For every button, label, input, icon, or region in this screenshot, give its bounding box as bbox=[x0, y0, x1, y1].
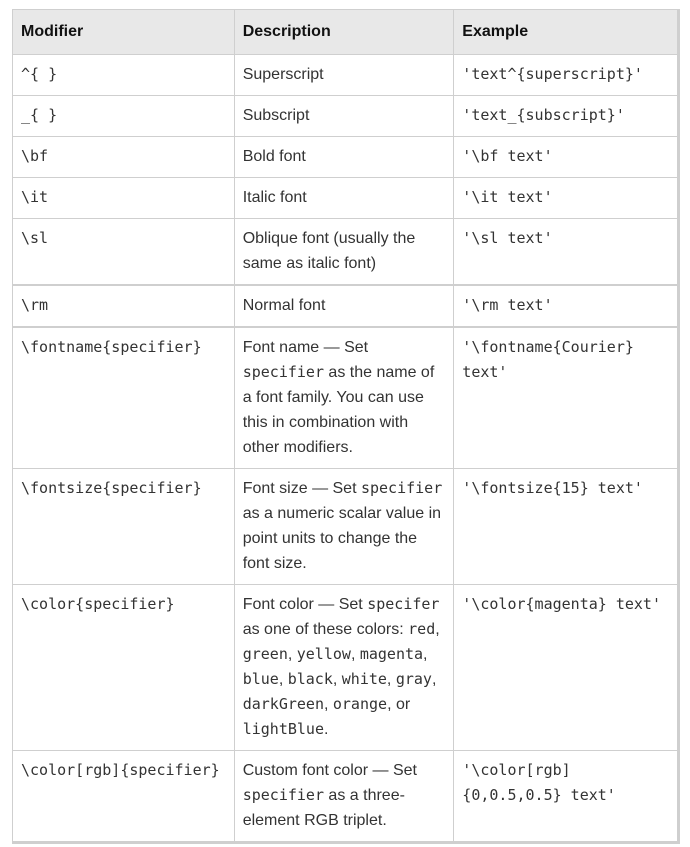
description-cell bbox=[234, 178, 454, 219]
code-text: black bbox=[287, 670, 333, 688]
example-cell: '\sl text' bbox=[454, 219, 679, 286]
example-cell: 'text_{subscript}' bbox=[454, 96, 679, 137]
description-cell bbox=[234, 96, 454, 137]
header-description: Description bbox=[234, 10, 454, 55]
table-body bbox=[13, 55, 679, 843]
code-text: specifier bbox=[242, 786, 324, 804]
description-text: , bbox=[435, 621, 440, 638]
header-row bbox=[13, 10, 679, 55]
description-cell bbox=[234, 327, 454, 469]
modifier-cell: ^{ } bbox=[13, 55, 235, 96]
code-text: magenta bbox=[359, 645, 424, 663]
table-row bbox=[13, 96, 679, 137]
description-text: Font name — Set bbox=[242, 339, 369, 356]
example-cell: '\it text' bbox=[454, 178, 679, 219]
example-cell: '\bf text' bbox=[454, 137, 679, 178]
description-text: as one of these colors: bbox=[242, 621, 409, 638]
description-text: , bbox=[431, 671, 437, 688]
description-text: , bbox=[386, 671, 396, 688]
table-row bbox=[13, 137, 679, 178]
description-text: as a three-element RGB triplet. bbox=[242, 787, 405, 829]
description-text: . bbox=[323, 721, 329, 738]
example-cell: '\color[rgb]{0,0.5,0.5} text' bbox=[454, 751, 679, 843]
modifier-cell: \color[rgb]{specifier} bbox=[13, 751, 235, 843]
code-text: lightBlue bbox=[242, 720, 324, 738]
description-text: as a numeric scalar value in point units to change the font size. bbox=[242, 505, 442, 572]
example-cell: '\fontname{Courier} text' bbox=[454, 327, 679, 469]
description-text: Superscript bbox=[242, 66, 324, 83]
modifier-cell: \color{specifier} bbox=[13, 585, 235, 751]
code-text: specifier bbox=[242, 363, 324, 381]
description-text: , bbox=[423, 646, 428, 663]
header-example: Example bbox=[454, 10, 679, 55]
table-row bbox=[13, 751, 679, 843]
table-row bbox=[13, 469, 679, 585]
description-cell bbox=[234, 285, 454, 327]
description-cell bbox=[234, 469, 454, 585]
description-cell bbox=[234, 137, 454, 178]
description-text: , bbox=[350, 646, 360, 663]
example-cell: '\fontsize{15} text' bbox=[454, 469, 679, 585]
header-modifier: Modifier bbox=[13, 10, 235, 55]
modifier-table bbox=[12, 9, 680, 844]
description-text: Font color — Set bbox=[242, 596, 368, 613]
description-text: , bbox=[287, 646, 297, 663]
code-text: green bbox=[242, 645, 288, 663]
description-cell bbox=[234, 55, 454, 96]
modifier-cell: \it bbox=[13, 178, 235, 219]
code-text: blue bbox=[242, 670, 279, 688]
table-row bbox=[13, 285, 679, 327]
description-text: , bbox=[323, 696, 333, 713]
table-row bbox=[13, 585, 679, 751]
description-cell bbox=[234, 219, 454, 286]
description-text: Custom font color — Set bbox=[242, 762, 417, 779]
description-text: Font size — Set bbox=[242, 480, 361, 497]
description-cell bbox=[234, 751, 454, 843]
code-text: red bbox=[408, 620, 436, 638]
description-text: , bbox=[278, 671, 288, 688]
code-text: orange bbox=[332, 695, 388, 713]
description-text: Oblique font (usually the same as italic font) bbox=[242, 230, 416, 272]
description-cell bbox=[234, 585, 454, 751]
description-text: as the name of a font family. You can use this in combination with other modifiers. bbox=[242, 364, 435, 456]
table-row bbox=[13, 178, 679, 219]
code-text: specifer bbox=[367, 595, 440, 613]
example-cell: '\color{magenta} text' bbox=[454, 585, 679, 751]
table-row bbox=[13, 219, 679, 286]
modifier-cell: \bf bbox=[13, 137, 235, 178]
example-cell: '\rm text' bbox=[454, 285, 679, 327]
description-text: Italic font bbox=[242, 189, 307, 206]
description-text: Normal font bbox=[242, 297, 326, 314]
description-text: , bbox=[332, 671, 342, 688]
code-text: gray bbox=[395, 670, 432, 688]
modifier-cell: \fontsize{specifier} bbox=[13, 469, 235, 585]
code-text: specifier bbox=[360, 479, 443, 497]
modifier-cell: \sl bbox=[13, 219, 235, 286]
description-text: Subscript bbox=[242, 107, 310, 124]
description-text: Bold font bbox=[242, 148, 306, 165]
table-row bbox=[13, 327, 679, 469]
code-text: white bbox=[341, 670, 387, 688]
description-text: , or bbox=[387, 696, 411, 713]
modifier-cell: \rm bbox=[13, 285, 235, 327]
example-cell: 'text^{superscript}' bbox=[454, 55, 679, 96]
modifier-cell: _{ } bbox=[13, 96, 235, 137]
modifier-cell: \fontname{specifier} bbox=[13, 327, 235, 469]
code-text: darkGreen bbox=[242, 695, 324, 713]
code-text: yellow bbox=[296, 645, 351, 663]
table-row bbox=[13, 55, 679, 96]
